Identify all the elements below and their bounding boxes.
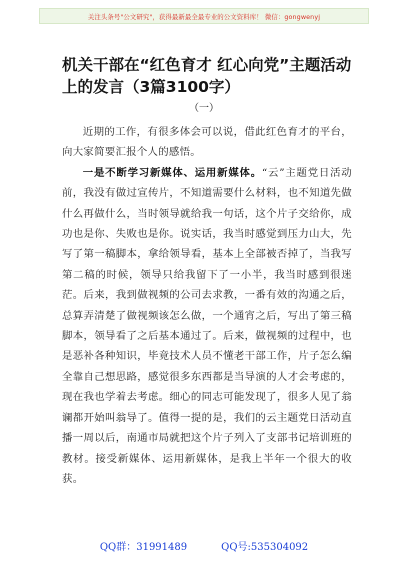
footer-contacts bbox=[0, 538, 408, 553]
document-title: 机关干部在“红色育才 红心向党”主题活动上的发言（3篇3100字） bbox=[62, 56, 352, 96]
paragraph-point-one bbox=[62, 163, 352, 490]
footer-qq-number: QQ号:535304092 bbox=[221, 542, 309, 553]
promo-banner-text: 关注头条号"公文研究"，获得最新最全最专业的公文资料库！ 微信：gongwenyj bbox=[87, 12, 321, 21]
paragraph-lead: 一是不断学习新媒体、运用新媒体。 bbox=[82, 166, 262, 179]
paragraph-text: “云”主题党日活动前，我没有做过宣传片，不知道需要什么材料，也不知道先做什么再做什么，当时领导就给我一句话，这个片子交给你，成功也是你、失败也是你。说实话，我当时感觉到压力山大，先写了第一稿脚本，拿给领导看，基本上全部被否掉了，当我写第二稿的时候，领导只给我留下了一小半，我当时感到很迷茫。后来，我到做视频的公司去求教，一番有效的沟通之后，总算弄清楚了做视频该怎么做，一个通宵之后，写出了第三稿脚本，领导看了之后基本通过了。后来，做视频的过程中，也是恶补各种知识，毕竟技术人员不懂老干部工作，片子怎么编全靠自己想思路，感觉很多东西都是当导演的人才会考虑的，现在我也学着去考虑。细心的同志可能发现了，很多人见了翁谰都开始叫翁导了。值得一提的是，我们的云主题党日活动直播一周以后，南通市局就把这个片子列入了支部书记培训班的教材。接受新媒体、运用新媒体，是我上半年一个很大的收获。 bbox=[62, 166, 352, 485]
footer-qq-group: QQ群：31991489 bbox=[99, 542, 188, 553]
paragraph-intro bbox=[62, 122, 352, 163]
section-number: （一） bbox=[189, 103, 219, 114]
promo-banner bbox=[39, 8, 369, 24]
paragraph-text: 近期的工作，有很多体会可以说，借此红色育才的平台，向大家简要汇报个人的感悟。 bbox=[62, 126, 352, 159]
document-body bbox=[62, 122, 352, 489]
